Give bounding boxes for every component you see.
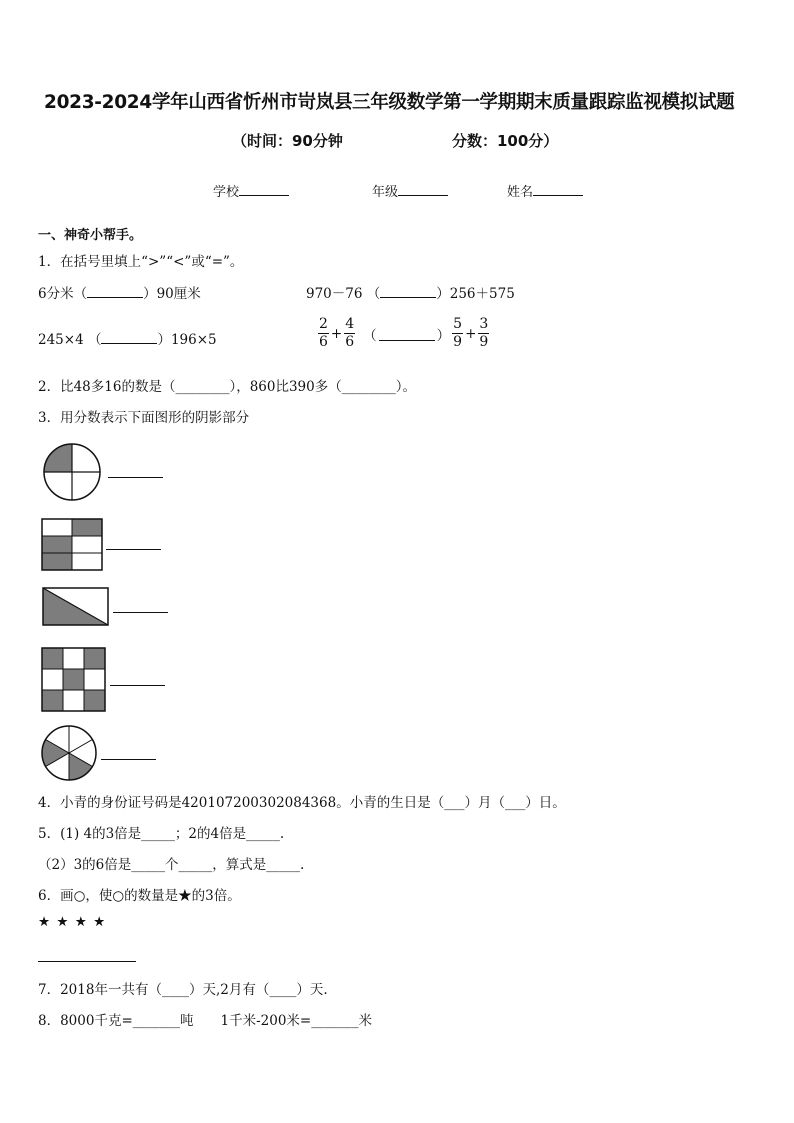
q5-line-2: （2）3的6倍是_____个_____，算式是_____.	[38, 857, 305, 873]
q3-stem: 3．用分数表示下面图形的阴影部分	[38, 410, 250, 426]
q2-text: 2．比48多16的数是（________），860比390多（________）。	[38, 379, 416, 395]
shaded-cell	[63, 669, 84, 690]
denominator: 6	[345, 334, 355, 350]
grade-label: 年级	[372, 185, 399, 200]
numerator: 4	[345, 316, 355, 332]
exam-score: 分数：100分）	[452, 132, 559, 150]
paren-close: ）	[436, 327, 451, 344]
q3-answer-line-4[interactable]	[110, 685, 165, 686]
q1-a-right: ）90厘米	[143, 286, 201, 302]
fraction	[452, 316, 463, 351]
exam-time: （时间：90分钟	[232, 132, 343, 150]
numerator: 2	[319, 316, 328, 332]
q1-d-blank[interactable]	[379, 327, 435, 341]
denominator: 9	[453, 334, 463, 350]
q6-drawing-line[interactable]	[38, 961, 136, 962]
shaded-cell	[84, 690, 105, 711]
q1-b-right: ）256＋575	[436, 286, 515, 302]
name-label: 姓名	[507, 185, 534, 200]
q8-text: 8．8000千克=_______吨 1千米-200米=_______米	[38, 1013, 372, 1029]
q1-c-blank[interactable]	[101, 330, 157, 344]
circle-quarters-figure	[42, 442, 104, 504]
shaded-cell	[42, 536, 72, 553]
q6-text: 6．画○，使○的数量是★的3倍。	[38, 888, 241, 904]
grade-blank[interactable]	[398, 182, 448, 196]
denominator: 6	[319, 334, 328, 350]
school-label: 学校	[213, 185, 240, 200]
q3-answer-line-3[interactable]	[113, 612, 168, 613]
q7-text: 7．2018年一共有（____）天,2月有（____）天.	[38, 982, 328, 998]
star-row: ★ ★ ★ ★	[38, 914, 107, 930]
q3-answer-line-2[interactable]	[106, 549, 161, 550]
q3-answer-line-1[interactable]	[108, 477, 163, 478]
triangle-rectangle-figure	[43, 588, 109, 626]
q5-line-1: 5．(1) 4的3倍是_____；2的4倍是_____.	[38, 826, 285, 842]
q1-item-a	[38, 282, 201, 302]
shaded-sector	[42, 740, 69, 767]
fraction	[344, 316, 355, 351]
shaded-cell	[42, 690, 63, 711]
circle-sixths-figure	[42, 726, 98, 782]
school-field	[213, 181, 289, 200]
shaded-cell	[42, 553, 72, 570]
shaded-cell	[84, 648, 105, 669]
fraction	[318, 316, 329, 351]
plus-sign: +	[465, 325, 477, 342]
shaded-cell	[42, 648, 63, 669]
shaded-sector	[69, 753, 92, 780]
denominator: 9	[479, 334, 489, 350]
page-title: 2023-2024学年山西省忻州市岢岚县三年级数学第一学期期末质量跟踪监视模拟试题	[44, 92, 735, 113]
q1-item-b	[306, 282, 515, 302]
name-blank[interactable]	[533, 182, 583, 196]
q1-b-left: 970－76 （	[306, 286, 381, 302]
name-field	[507, 181, 583, 200]
q1-item-d	[318, 316, 489, 351]
checker-grid-figure	[42, 648, 105, 711]
q3-answer-line-5[interactable]	[101, 759, 156, 760]
fraction	[478, 316, 489, 351]
q1-a-left: 6分米（	[38, 286, 88, 302]
q1-c-right: ）196×5	[157, 332, 217, 348]
q1-c-left: 245×4 （	[38, 332, 102, 348]
paren-open: （	[363, 327, 377, 344]
shaded-cell	[72, 519, 102, 536]
section-heading: 一、神奇小帮手。	[38, 228, 143, 243]
numerator: 3	[479, 316, 489, 332]
q1-stem: 1．在括号里填上“>”“<”或“=”。	[38, 254, 244, 270]
numerator: 5	[453, 316, 463, 332]
grid-rectangle-figure	[42, 519, 102, 571]
q1-b-blank[interactable]	[380, 284, 436, 298]
school-blank[interactable]	[239, 182, 289, 196]
plus-sign: +	[330, 325, 343, 342]
q1-a-blank[interactable]	[87, 284, 143, 298]
q4-text: 4．小青的身份证号码是420107200302084368。小青的生日是（___）月（___）日。	[38, 795, 566, 811]
grade-field	[372, 181, 448, 200]
q1-item-c	[38, 328, 217, 348]
